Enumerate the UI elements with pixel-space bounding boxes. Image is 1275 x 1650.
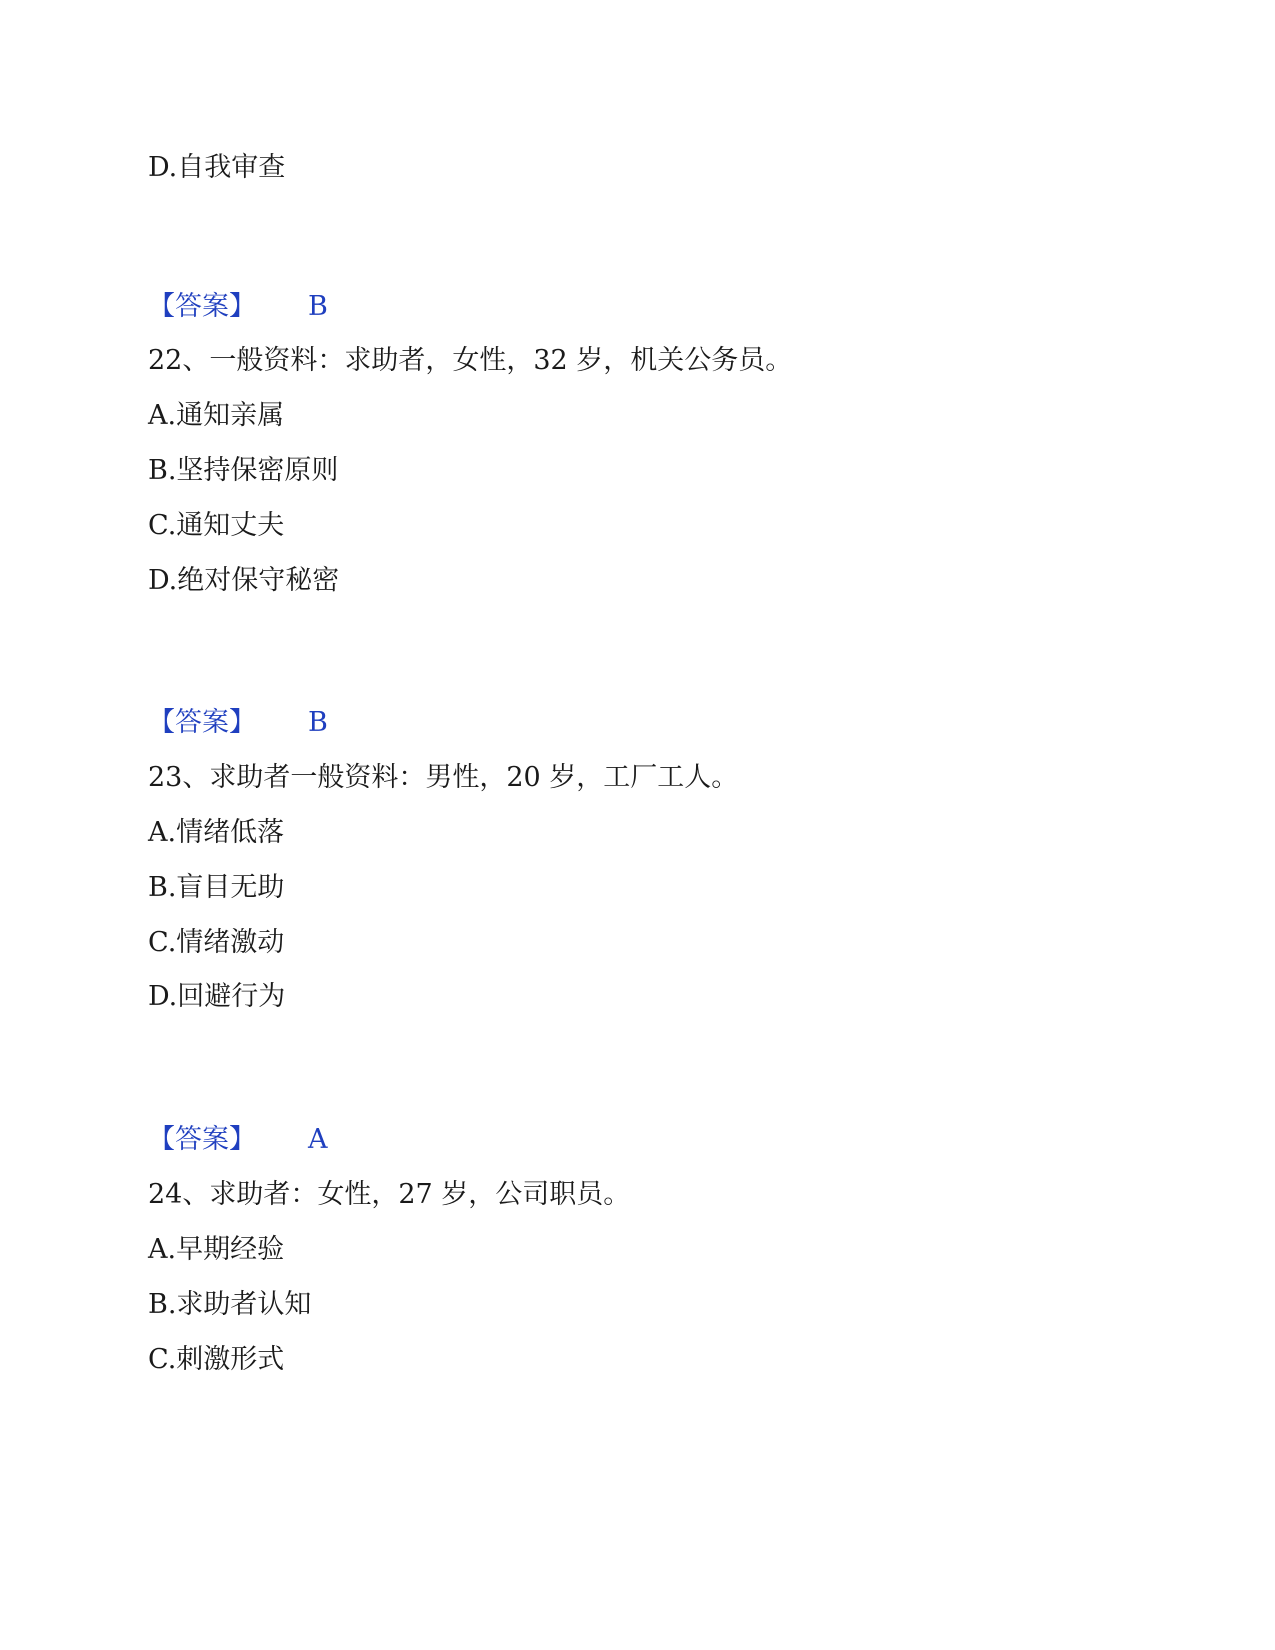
question-24-option-a: A.早期经验 bbox=[148, 1234, 285, 1265]
question-23-option-c: C.情绪激动 bbox=[148, 927, 285, 958]
question-23-option-d: D.回避行为 bbox=[148, 981, 286, 1012]
answer-label: 【答案】 bbox=[148, 707, 256, 738]
answer-value: B bbox=[308, 707, 328, 738]
question-22-option-c: C.通知丈夫 bbox=[148, 510, 285, 541]
question-23-option-b: B.盲目无助 bbox=[148, 872, 285, 903]
answer-value: B bbox=[308, 291, 328, 322]
question-23-answer bbox=[148, 1123, 328, 1157]
question-24-option-b: B.求助者认知 bbox=[148, 1289, 312, 1320]
question-24-stem: 24、求助者：女性，27 岁，公司职员。 bbox=[148, 1179, 631, 1210]
option-d-prev: D.自我审查 bbox=[148, 152, 286, 183]
question-24-option-c: C.刺激形式 bbox=[148, 1344, 285, 1375]
answer-line-prev bbox=[148, 290, 328, 324]
question-22-option-d: D.绝对保守秘密 bbox=[148, 565, 340, 596]
question-22-option-a: A.通知亲属 bbox=[148, 400, 285, 431]
question-22-option-b: B.坚持保密原则 bbox=[148, 455, 339, 486]
question-23-stem: 23、求助者一般资料：男性，20 岁，工厂工人。 bbox=[148, 762, 739, 793]
answer-label: 【答案】 bbox=[148, 1124, 256, 1155]
answer-value: A bbox=[308, 1124, 328, 1155]
question-22-answer bbox=[148, 706, 328, 740]
question-22-stem: 22、一般资料：求助者，女性，32 岁，机关公务员。 bbox=[148, 345, 793, 376]
answer-label: 【答案】 bbox=[148, 291, 256, 322]
question-23-option-a: A.情绪低落 bbox=[148, 817, 285, 848]
